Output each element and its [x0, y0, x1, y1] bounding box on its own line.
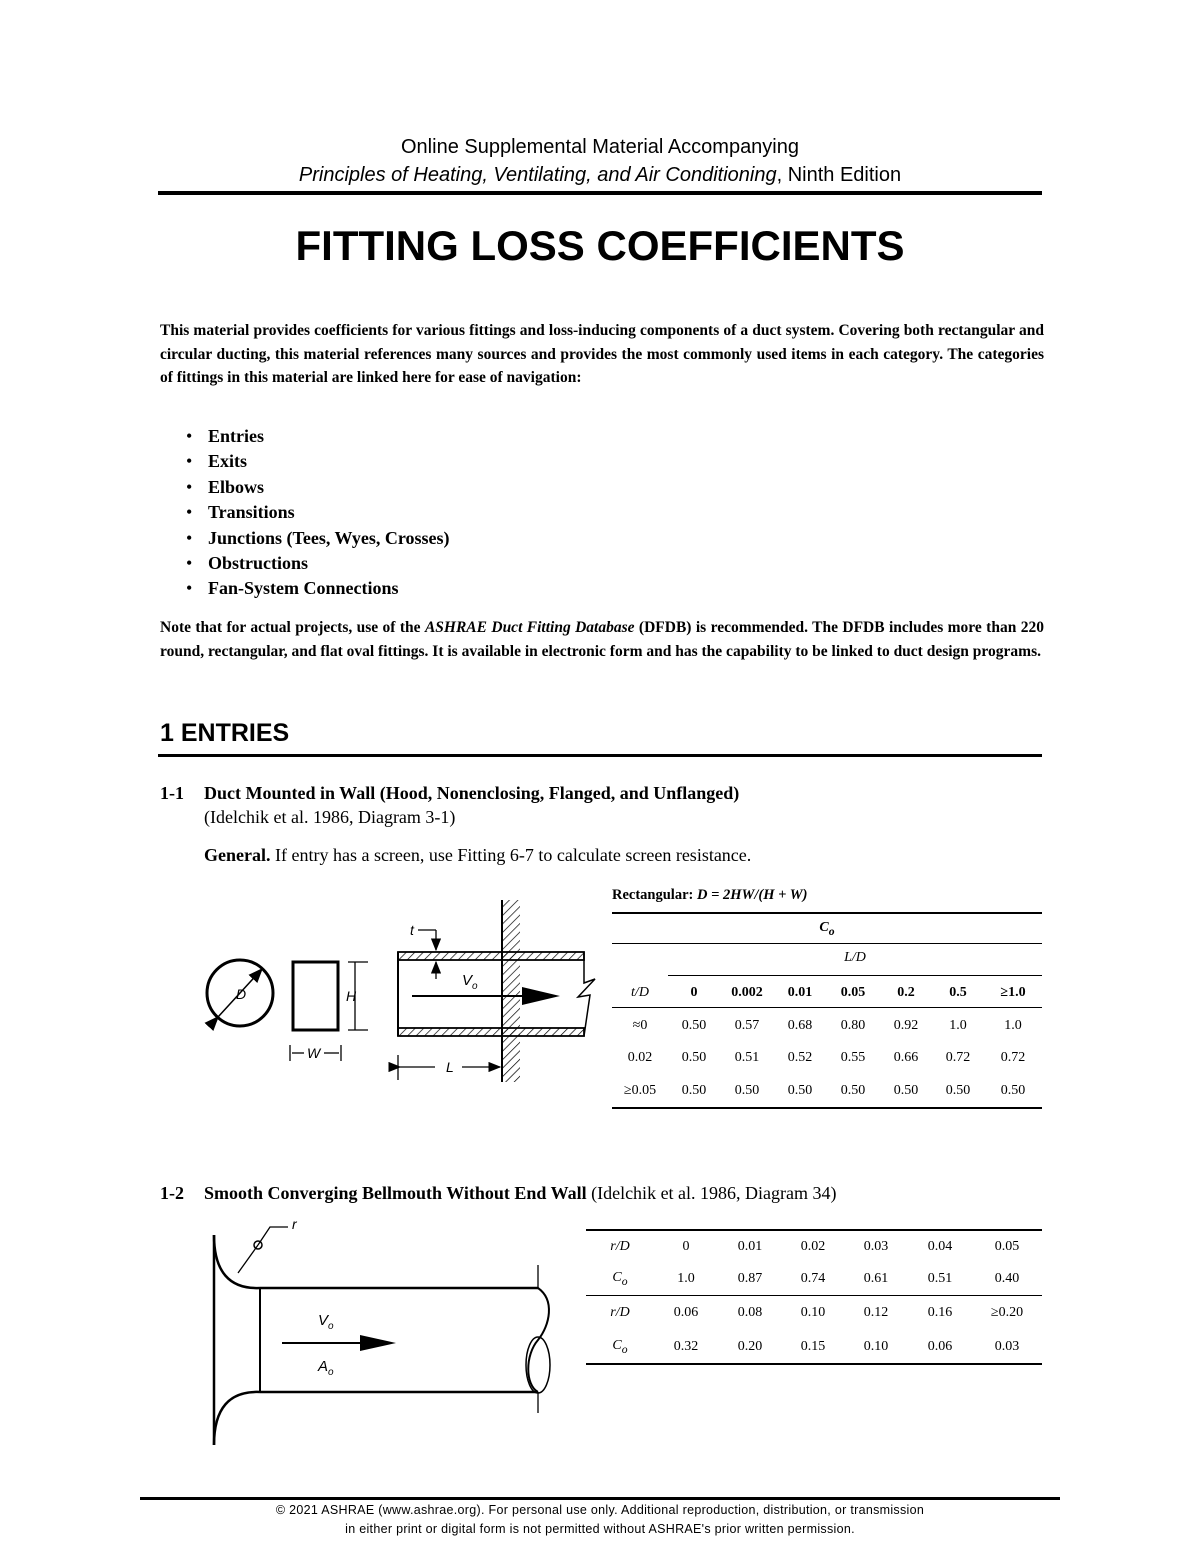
co-header: $C_o$ — [612, 1338, 628, 1356]
ld-value: ≥1.0 — [1000, 984, 1026, 1000]
width-label: W — [307, 1045, 321, 1061]
co-value: 0.57 — [734, 1017, 760, 1033]
category-link-transitions[interactable]: Transitions — [208, 502, 295, 523]
co-value: 0.80 — [840, 1017, 866, 1033]
edition: , Ninth Edition — [776, 164, 902, 186]
length-label: L — [446, 1059, 454, 1075]
ld-value: 0.002 — [731, 984, 763, 1000]
co-value: 0.06 — [927, 1339, 953, 1354]
td-header: t/D — [631, 984, 649, 1000]
co-value: 0.61 — [863, 1270, 889, 1286]
bellmouth-diagram — [200, 1215, 570, 1450]
general-text: If entry has a screen, use Fitting 6-7 to calculate screen resistance. — [270, 845, 752, 865]
co-value: 1.0 — [677, 1270, 695, 1286]
rect-formula-text: D = 2HW/(H + W) — [696, 887, 808, 903]
td-value: 0.02 — [627, 1049, 653, 1065]
td-value: ≥0.05 — [623, 1083, 657, 1098]
copyright-line: © 2021 ASHRAE (www.ashrae.org). For personal use only. Additional reproduction, distribution, or transmission — [275, 1503, 925, 1517]
co-value: 0.55 — [840, 1049, 866, 1065]
rect-formula — [612, 887, 807, 904]
co-value: 0.50 — [681, 1083, 707, 1098]
fitting-title: Smooth Converging Bellmouth Without End Wall — [204, 1183, 587, 1203]
co-value: 0.66 — [893, 1049, 919, 1065]
list-item[interactable]: • Fan-System Connections — [186, 578, 399, 599]
co-value: 0.50 — [945, 1083, 971, 1098]
co-value: 0.50 — [893, 1083, 919, 1098]
rd-value: ≥0.20 — [990, 1305, 1024, 1321]
rd-value: 0.16 — [927, 1305, 953, 1321]
fitting-1-1-heading — [160, 783, 739, 804]
category-link-entries[interactable]: Entries — [208, 426, 264, 446]
table-row — [586, 1295, 1042, 1331]
rd-header: r/D — [610, 1305, 630, 1321]
note-text-post: (DFDB) is recommended. The DFDB includes more than 220 round, rectangular, and flat oval fittings. It is available in electronic form and has the capability to be linked to duct design programs. — [160, 619, 1044, 660]
co-value: 0.50 — [1000, 1083, 1026, 1098]
category-list — [186, 424, 450, 602]
radius-label: r — [292, 1216, 297, 1232]
rd-value: 0.05 — [994, 1239, 1020, 1254]
category-link-fan-system[interactable]: Fan-System Connections — [208, 578, 399, 599]
note-text-pre: Note that for actual projects, use of the — [160, 619, 425, 636]
table-rule — [612, 1107, 1042, 1109]
co-value: 0.72 — [945, 1049, 971, 1065]
ld-value: 0 — [690, 984, 698, 1000]
co-value: 0.51 — [734, 1049, 760, 1065]
fitting-reference: (Idelchik et al. 1986, Diagram 34) — [586, 1183, 837, 1203]
co-value: 0.87 — [737, 1270, 763, 1286]
rd-value: 0.08 — [737, 1305, 763, 1321]
category-link-obstructions[interactable]: Obstructions — [208, 552, 309, 573]
td-value: ≈0 — [632, 1017, 648, 1033]
section-title: ENTRIES — [180, 719, 290, 747]
co-value: 0.32 — [673, 1339, 699, 1354]
permission-line: in either print or digital form is not permitted without ASHRAE's prior written permission. — [345, 1522, 855, 1536]
rect-label: Rectangular: — [612, 887, 697, 903]
intro-paragraph: This material provides coefficients for various fittings and loss-inducing components of a duct system. Covering both rectangular and circular ducting, this material references many sources and provides the most commonly used items in each category. The categories of fittings in this material are linked here for ease of navigation: — [160, 322, 1044, 386]
list-item[interactable]: • Entries — [186, 426, 264, 446]
co-value: 0.15 — [800, 1339, 826, 1354]
category-link-elbows[interactable]: Elbows — [208, 476, 265, 497]
fitting-1-1-reference: (Idelchik et al. 1986, Diagram 3-1) — [204, 807, 456, 827]
ld-value: 0.5 — [949, 984, 967, 1000]
co-value: 0.20 — [737, 1339, 763, 1354]
rd-header: r/D — [610, 1239, 630, 1254]
table-rule — [586, 1363, 1042, 1365]
height-label: H — [346, 988, 357, 1004]
rd-value: 0.10 — [800, 1305, 826, 1321]
duct-wall-diagram — [200, 895, 605, 1090]
co-value: 0.92 — [893, 1017, 919, 1033]
co-value: 0.72 — [1000, 1049, 1026, 1065]
fitting-number: 1-2 — [160, 1183, 184, 1203]
fitting-1-2-heading — [160, 1183, 837, 1204]
co-header: $C_o$ — [819, 920, 835, 938]
dfdb-name: ASHRAE Duct Fitting Database — [424, 619, 635, 636]
header-rule — [158, 191, 1042, 195]
rd-value: 0.01 — [737, 1239, 763, 1254]
co-value: 0.50 — [681, 1017, 707, 1033]
ld-value: 0.05 — [840, 984, 866, 1000]
co-value: 1.0 — [1004, 1017, 1022, 1033]
co-value: 0.68 — [787, 1017, 813, 1033]
entry-loss-table — [612, 979, 1042, 1108]
ld-value: 0.2 — [897, 984, 915, 1000]
table-row — [586, 1263, 1042, 1295]
rd-value: 0 — [682, 1239, 690, 1254]
co-header: $C_o$ — [612, 1269, 628, 1288]
dfdb-note — [160, 616, 1044, 663]
rd-value: 0.06 — [673, 1305, 699, 1321]
list-item[interactable]: • Transitions — [186, 502, 295, 523]
co-value: 0.50 — [681, 1049, 707, 1065]
section-heading — [160, 719, 289, 748]
fitting-number: 1-1 — [160, 783, 184, 803]
list-item[interactable]: • Elbows — [186, 476, 265, 497]
list-item[interactable]: • Obstructions — [186, 552, 309, 573]
rd-value: 0.04 — [927, 1239, 953, 1254]
co-value: 0.40 — [994, 1270, 1020, 1286]
area-label: $A_o$ — [318, 1358, 334, 1378]
table-row — [612, 1074, 1042, 1108]
table-row — [612, 1010, 1042, 1041]
velocity-label: $V_o$ — [318, 1312, 334, 1332]
section-number: 1 — [160, 719, 174, 747]
footer-rule — [140, 1497, 1060, 1500]
list-item[interactable]: • Exits — [186, 451, 248, 472]
rd-value: 0.02 — [800, 1239, 826, 1254]
table-rule — [612, 943, 1042, 944]
velocity-label: $V_o$ — [462, 972, 478, 992]
co-value: 1.0 — [949, 1017, 967, 1033]
ld-value: 0.01 — [787, 984, 813, 1000]
thickness-label: t — [410, 922, 414, 938]
rd-value: 0.12 — [863, 1305, 889, 1321]
rd-value: 0.03 — [863, 1239, 889, 1254]
table-row — [612, 1041, 1042, 1074]
category-link-junctions[interactable]: Junctions (Tees, Wyes, Crosses) — [208, 527, 450, 548]
co-value: 0.10 — [863, 1339, 889, 1354]
bellmouth-loss-table — [586, 1231, 1042, 1363]
table-row — [586, 1231, 1042, 1263]
co-value: 0.51 — [927, 1270, 953, 1286]
list-item[interactable]: • Junctions (Tees, Wyes, Crosses) — [186, 527, 450, 548]
table-row — [586, 1331, 1042, 1363]
co-value: 0.74 — [800, 1270, 826, 1286]
book-title: Principles of Heating, Ventilating, and Air Conditioning — [298, 164, 777, 186]
co-value: 0.50 — [840, 1083, 866, 1098]
fitting-title: Duct Mounted in Wall (Hood, Nonenclosing, Flanged, and Unflanged) — [204, 783, 740, 803]
co-value: 0.52 — [787, 1049, 813, 1065]
copyright-footer — [0, 1501, 1200, 1539]
ld-header: L/D — [844, 950, 866, 965]
diameter-label: D — [236, 986, 247, 1002]
table-rule — [612, 912, 1042, 914]
general-label: General. — [204, 845, 271, 865]
fitting-1-1-general — [204, 845, 751, 866]
table-rule — [668, 975, 1042, 976]
book-title-line — [0, 164, 1200, 187]
supplement-header: Online Supplemental Material Accompanying — [401, 136, 799, 158]
co-value: 0.50 — [787, 1083, 813, 1098]
co-value: 0.50 — [734, 1083, 760, 1098]
category-link-exits[interactable]: Exits — [208, 451, 248, 472]
co-value: 0.03 — [994, 1339, 1020, 1354]
page-title: FITTING LOSS COEFFICIENTS — [295, 222, 905, 269]
section-rule — [158, 754, 1042, 757]
